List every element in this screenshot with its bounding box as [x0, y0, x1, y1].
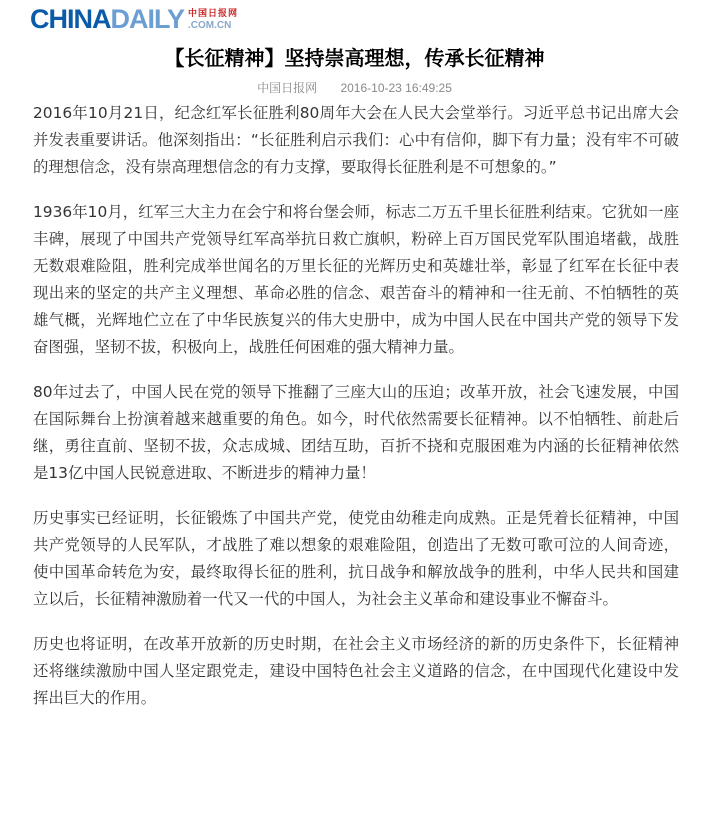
article-source[interactable]: 中国日报网	[257, 81, 318, 95]
article-datetime: 2016-10-23 16:49:25	[340, 81, 452, 95]
article-paragraph: 2016年10月21日，纪念红军长征胜利80周年大会在人民大会堂举行。习近平总书记出席大会并发表重要讲话。他深刻指出：“长征胜利启示我们：心中有信仰，脚下有力量；没有牢不可破的理想信念，没有崇高理想信念的有力支撑，要取得长征胜利是不可想象的。”	[33, 104, 679, 176]
logo-side	[188, 9, 238, 31]
logo-china-text: CHINA	[30, 4, 111, 34]
article-paragraph: 历史事实已经证明，长征锻炼了中国共产党，使党由幼稚走向成熟。正是凭着长征精神，中国共产党领导的人民军队，才战胜了难以想象的艰难险阻，创造出了无数可歌可泣的人间奇迹，使中国革命转危为安，最终取得长征的胜利，抗日战争和解放战争的胜利，中华人民共和国建立以后，长征精神激励着一代又一代的中国人，为社会主义革命和建设事业不懈奋斗。	[33, 509, 679, 608]
logo-daily-text: DAILY	[110, 4, 185, 34]
article-title: 【长征精神】坚持崇高理想，传承长征精神	[164, 46, 545, 70]
logo-domain-text: .COM.CN	[188, 20, 232, 31]
article-paragraph: 1936年10月，红军三大主力在会宁和将台堡会师，标志二万五千里长征胜利结束。它犹如一座丰碑，展现了中国共产党领导红军高举抗日救亡旗帜，粉碎上百万国民党军队围追堵截，战胜无数艰难险阻，胜利完成举世闻名的万里长征的光辉历史和英雄壮举，彰显了红军在长征中表现出来的坚定的共产主义理想、革命必胜的信念、艰苦奋斗的精神和一往无前、不怕牺牲的英雄气概，光辉地伫立在了中华民族复兴的伟大史册中，成为中国人民在中国共产党的领导下发奋图强，坚韧不拔，积极向上，战胜任何困难的强大精神力量。	[33, 203, 679, 356]
site-header	[0, 0, 709, 40]
article-body	[33, 100, 679, 730]
article-paragraph: 历史也将证明，在改革开放新的历史时期，在社会主义市场经济的新的历史条件下，长征精神还将继续激励中国人坚定跟党走，建设中国特色社会主义道路的信念，在中国现代化建设中发挥出巨大的作用。	[33, 635, 679, 707]
logo-chinese-text: 中国日报网	[188, 9, 239, 19]
logo-wordmark	[30, 4, 184, 34]
article-paragraph: 80年过去了，中国人民在党的领导下推翻了三座大山的压迫；改革开放，社会飞速发展，中国在国际舞台上扮演着越来越重要的角色。如今，时代依然需要长征精神。以不怕牺牲、前赴后继，勇往直前、坚韧不拔，众志成城、团结互助，百折不挠和克服困难为内涵的长征精神依然是13亿中国人民锐意进取、不断进步的精神力量！	[33, 383, 679, 482]
article-meta	[0, 80, 709, 96]
chinadaily-logo[interactable]	[30, 4, 238, 34]
